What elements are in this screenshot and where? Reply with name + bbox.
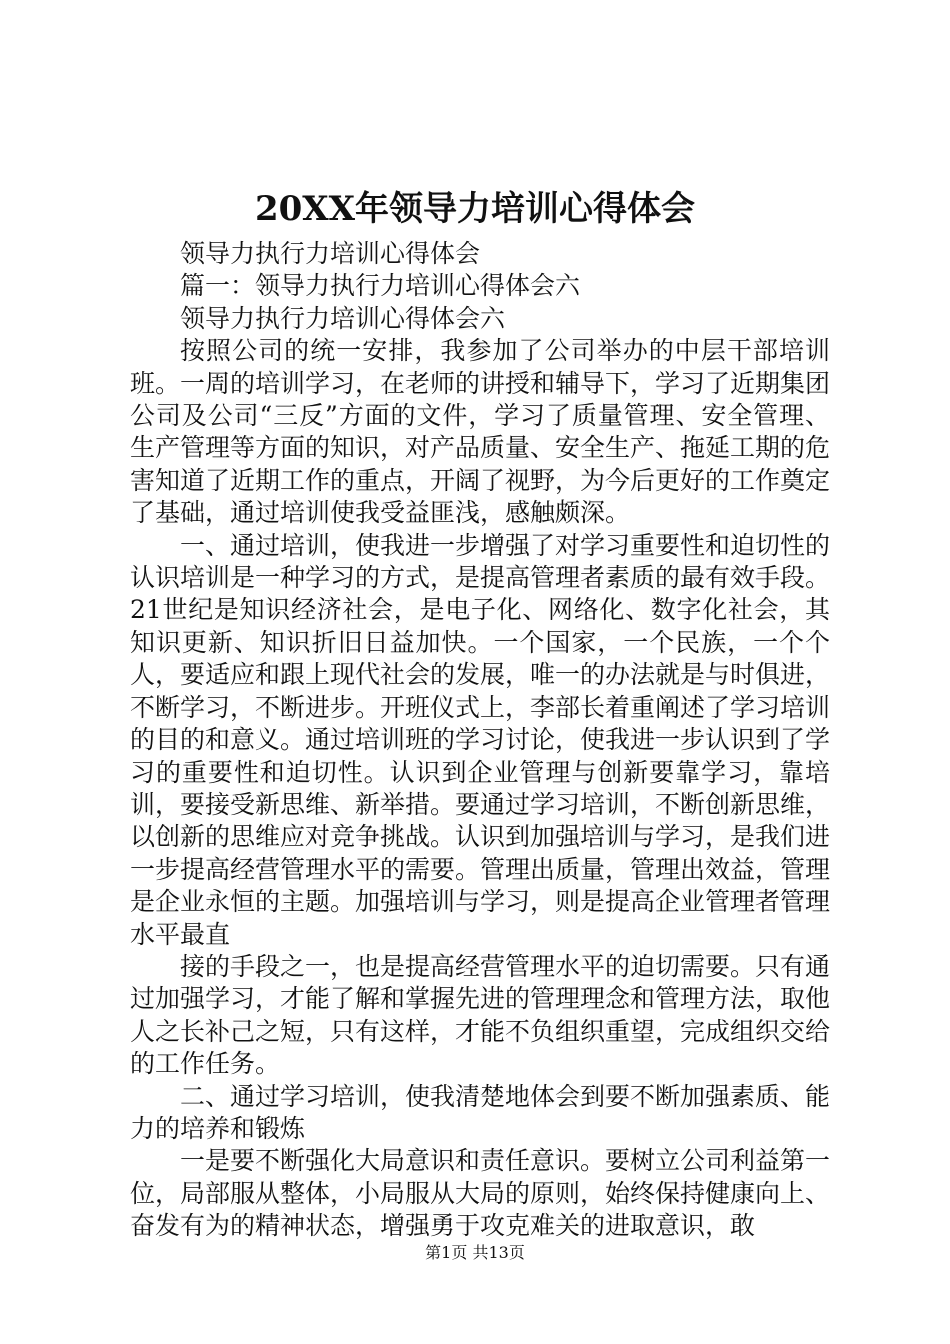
paragraph: 接的手段之一，也是提高经营管理水平的迫切需要。只有通过加强学习，才能了解和掌握先进的管理理念和管理方法，取他人之长补己之短，只有这样，才能不负组织重望，完成组织交给的工作任务。 xyxy=(130,951,831,1079)
document-title: 20XX年领导力培训心得体会 xyxy=(254,189,696,229)
paragraph: 二、通过学习培训，使我清楚地体会到要不断加强素质、能力的培养和锻炼 xyxy=(130,1081,831,1143)
page-footer xyxy=(0,1242,950,1264)
paragraph: 一、通过培训，使我进一步增强了对学习重要性和迫切性的认识培训是一种学习的方式，是提高管理者素质的最有效手段。21世纪是知识经济社会，是电子化、网络化、数字化社会，其知识更新、知识折旧日益加快。一个国家，一个民族，一个个人，要适应和跟上现代社会的发展，唯一的办法就是与时俱进，不断学习，不断进步。开班仪式上，李部长着重阐述了学习培训的目的和意义。通过培训班的学习讨论，使我进一步认识到了学习的重要性和迫切性。认识到企业管理与创新要靠学习，靠培训，要接受新思维、新举措。要通过学习培训，不断创新思维，以创新的思维应对竞争挑战。认识到加强培训与学习，是我们进一步提高经营管理水平的需要。管理出质量，管理出效益，管理是企业永恒的主题。加强培训与学习，则是提高企业管理者管理水平最直 xyxy=(130,530,831,949)
paragraph: 一是要不断强化大局意识和责任意识。要树立公司利益第一位，局部服从整体，小局服从大局的原则，始终保持健康向上、奋发有为的精神状态，增强勇于攻克难关的进取意识，敢 xyxy=(130,1146,831,1241)
paragraph: 按照公司的统一安排，我参加了公司举办的中层干部培训班。一周的培训学习，在老师的讲授和辅导下，学习了近期集团公司及公司“三反”方面的文件，学习了质量管理、安全管理、生产管理等方面的知识，对产品质量、安全生产、拖延工期的危害知道了近期工作的重点，开阔了视野，为今后更好的工作奠定了基础，通过培训使我受益匪浅，感触颇深。 xyxy=(130,336,831,528)
paragraph: 领导力执行力培训心得体会 xyxy=(180,239,481,268)
total-pages: 共13页 xyxy=(472,1243,525,1262)
page-number: 第1页 xyxy=(425,1243,468,1262)
paragraph: 领导力执行力培训心得体会六 xyxy=(180,303,506,333)
paragraph: 篇一：领导力执行力培训心得体会六 xyxy=(180,271,581,301)
document-body xyxy=(130,238,830,1243)
